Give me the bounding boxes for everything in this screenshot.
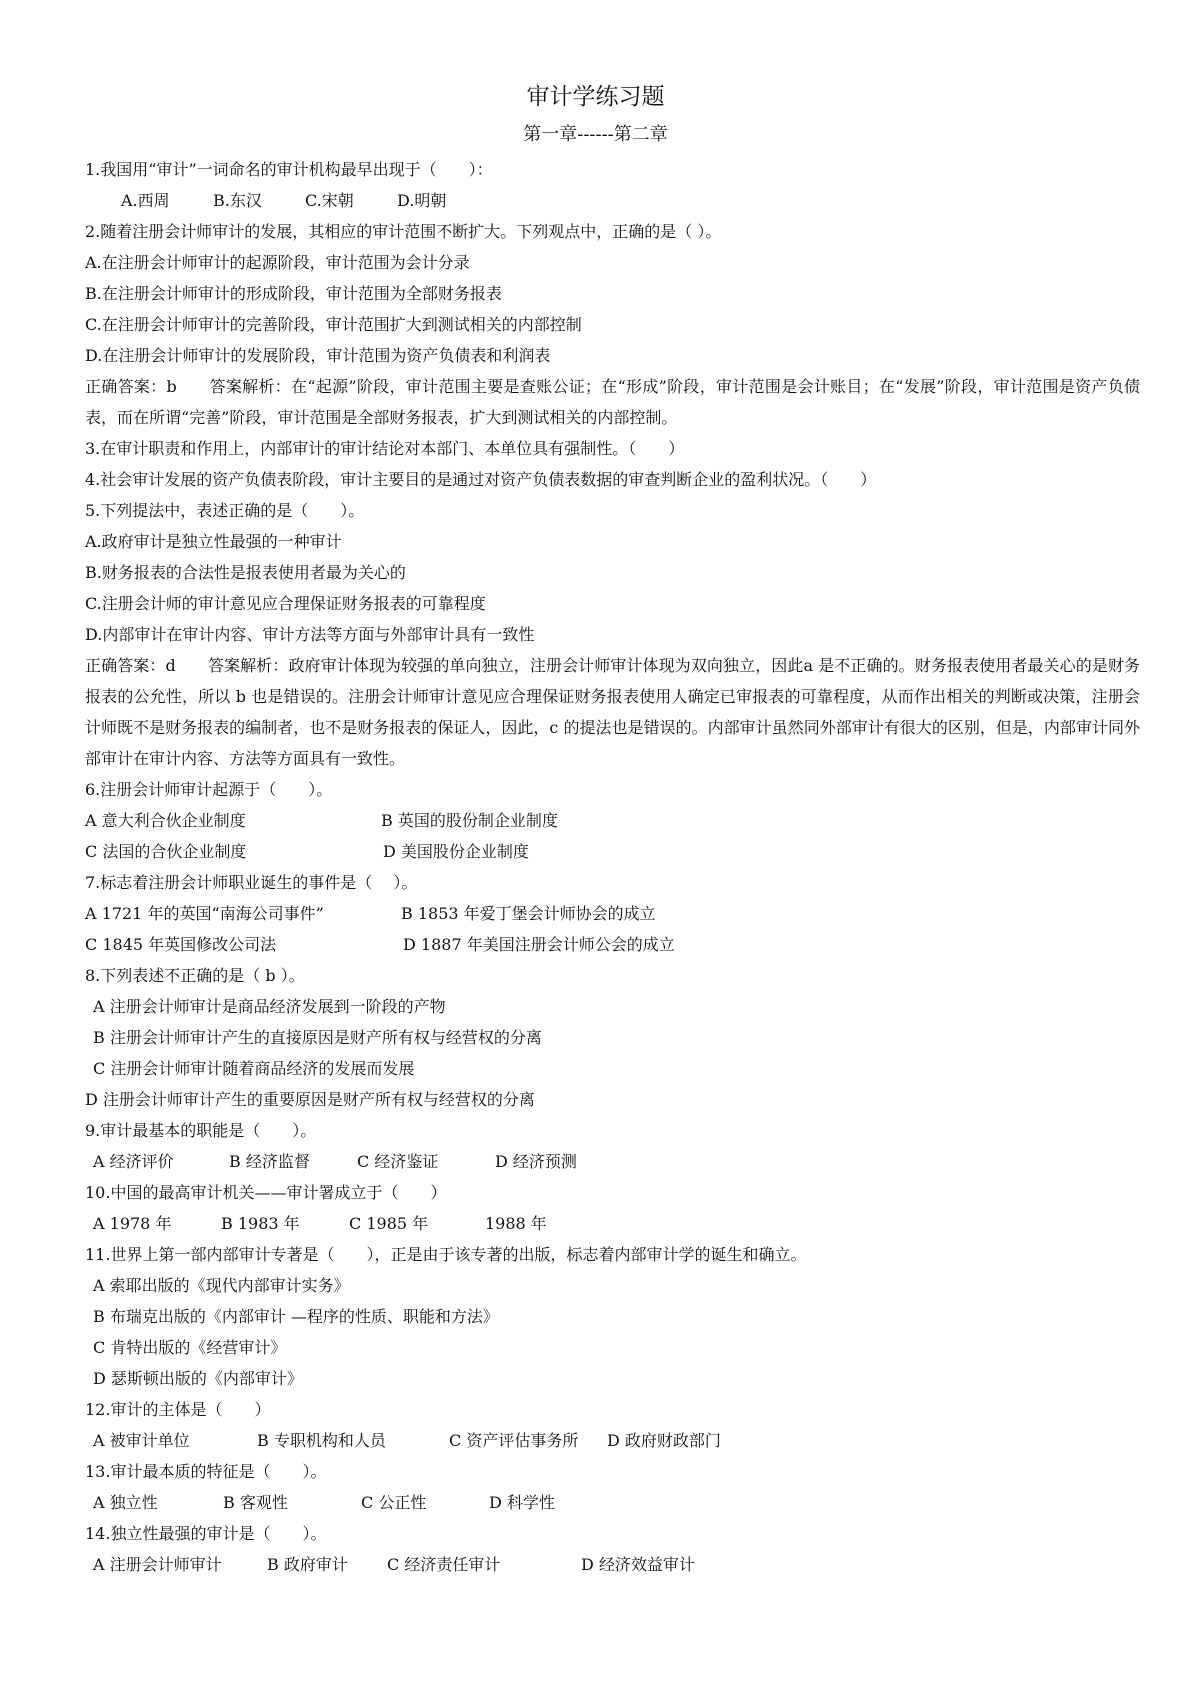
question-stem: 11.世界上第一部内部审计专著是（ ），正是由于该专著的出版，标志着内部审计学的诞生和确立。 <box>85 1245 807 1264</box>
option-d: D.明朝 <box>397 191 447 210</box>
option-row <box>85 898 1140 929</box>
answer-explanation: 正确答案：b 答案解析：在“起源”阶段，审计范围主要是查账公证；在“形成”阶段，审计范围是会计账目；在“发展”阶段，审计范围是资产负债表，而在所谓“完善”阶段，审计范围是全部财务报表，扩大到测试相关的内部控制。 <box>85 377 1140 427</box>
question-stem: 4.社会审计发展的资产负债表阶段，审计主要目的是通过对资产负债表数据的审查判断企业的盈利状况。（ ） <box>85 470 877 489</box>
document-subtitle: 第一章------第二章 <box>523 124 668 145</box>
option-a: A.政府审计是独立性最强的一种审计 <box>85 532 342 551</box>
option-d: D.内部审计在审计内容、审计方法等方面与外部审计具有一致性 <box>85 625 535 644</box>
option-c: C.在注册会计师审计的完善阶段，审计范围扩大到测试相关的内部控制 <box>85 315 582 334</box>
option-c: C 公正性 <box>361 1493 427 1512</box>
option-d: D 科学性 <box>489 1493 555 1512</box>
option-a: A 被审计单位 <box>93 1431 190 1450</box>
option-b: B 政府审计 <box>267 1555 348 1574</box>
option-b: B 布瑞克出版的《内部审计 —程序的性质、职能和方法》 <box>93 1307 499 1326</box>
option-row <box>85 1146 1140 1177</box>
option-c: C.注册会计师的审计意见应合理保证财务报表的可靠程度 <box>85 594 486 613</box>
question-stem: 12.审计的主体是（ ） <box>85 1400 271 1419</box>
option-d: D 政府财政部门 <box>607 1431 721 1450</box>
option-a: A.在注册会计师审计的起源阶段，审计范围为会计分录 <box>85 253 470 272</box>
option-d: D 经济预测 <box>495 1152 577 1171</box>
option-row <box>85 805 1140 836</box>
option-row <box>85 929 1140 960</box>
question-stem: 14.独立性最强的审计是（ ）。 <box>85 1524 327 1543</box>
option-b: B 客观性 <box>223 1493 288 1512</box>
option-a: A 独立性 <box>93 1493 158 1512</box>
option-b: B.东汉 <box>213 191 262 210</box>
option-b: B.财务报表的合法性是报表使用者最为关心的 <box>85 563 406 582</box>
option-c: C.宋朝 <box>305 191 354 210</box>
option-d: D.在注册会计师审计的发展阶段，审计范围为资产负债表和利润表 <box>85 346 551 365</box>
option-d: 1988 年 <box>485 1214 547 1233</box>
option-c: C 经济责任审计 <box>387 1555 501 1574</box>
question-stem: 13.审计最本质的特征是（ ）。 <box>85 1462 327 1481</box>
option-a: A 意大利合伙企业制度 <box>85 811 246 830</box>
option-b: B 英国的股份制企业制度 <box>381 811 558 830</box>
question-stem: 8.下列表述不正确的是（ b ）。 <box>85 966 305 985</box>
option-c: C 法国的合伙企业制度 <box>85 842 247 861</box>
option-b: B 注册会计师审计产生的直接原因是财产所有权与经营权的分离 <box>93 1028 542 1047</box>
option-b: B 1853 年爱丁堡会计师协会的成立 <box>401 904 656 923</box>
question-stem: 2.随着注册会计师审计的发展，其相应的审计范围不断扩大。下列观点中，正确的是（ ）。 <box>85 222 722 241</box>
option-d: D 经济效益审计 <box>581 1555 695 1574</box>
option-d: D 美国股份企业制度 <box>383 842 529 861</box>
option-d: D 注册会计师审计产生的重要原因是财产所有权与经营权的分离 <box>85 1090 535 1109</box>
option-d: D 瑟斯顿出版的《内部审计》 <box>93 1369 303 1388</box>
option-row <box>85 185 1140 216</box>
option-a: A 1978 年 <box>93 1214 172 1233</box>
option-c: C 肯特出版的《经营审计》 <box>93 1338 287 1357</box>
answer-explanation: 正确答案：d 答案解析：政府审计体现为较强的单向独立，注册会计师审计体现为双向独立，因此a 是不正确的。财务报表使用者最关心的是财务报表的公允性，所以 b 也是错误的。注册会计师审计意见应合理保证财务报表使用人确定已审报表的可靠程度，从而作出相关的判断或决策，注册会计师既不是财务报表的编制者，也不是财务报表的保证人，因此，c 的提法也是错误的。内部审计虽然同外部审计有很大的区别，但是，内部审计同外部审计在审计内容、方法等方面具有一致性。 <box>85 656 1140 768</box>
option-c: C 注册会计师审计随着商品经济的发展而发展 <box>93 1059 415 1078</box>
option-b: B.在注册会计师审计的形成阶段，审计范围为全部财务报表 <box>85 284 502 303</box>
question-list <box>85 154 1140 1580</box>
option-a: A 注册会计师审计是商品经济发展到一阶段的产物 <box>93 997 446 1016</box>
option-c: C 资产评估事务所 <box>449 1431 579 1450</box>
option-c: C 1845 年英国修改公司法 <box>85 935 277 954</box>
option-b: B 经济监督 <box>229 1152 310 1171</box>
question-stem: 9.审计最基本的职能是（ ）。 <box>85 1121 317 1140</box>
option-a: A 1721 年的英国“南海公司事件” <box>85 904 324 923</box>
option-a: A.西周 <box>121 191 170 210</box>
question-stem: 5.下列提法中，表述正确的是（ ）。 <box>85 501 365 520</box>
question-stem: 6.注册会计师审计起源于（ ）。 <box>85 780 333 799</box>
option-row <box>85 1549 1140 1580</box>
option-row <box>85 1208 1140 1239</box>
question-stem: 10.中国的最高审计机关——审计署成立于（ ） <box>85 1183 447 1202</box>
question-stem: 1.我国用“审计”一词命名的审计机构最早出现于（ ）： <box>85 160 493 179</box>
option-a: A 索耶出版的《现代内部审计实务》 <box>93 1276 350 1295</box>
option-a: A 经济评价 <box>93 1152 174 1171</box>
document-title: 审计学练习题 <box>526 84 665 110</box>
option-d: D 1887 年美国注册会计师公会的成立 <box>403 935 675 954</box>
option-row <box>85 1425 1140 1456</box>
option-row <box>85 1487 1140 1518</box>
option-b: B 专职机构和人员 <box>257 1431 386 1450</box>
option-c: C 经济鉴证 <box>357 1152 439 1171</box>
option-b: B 1983 年 <box>221 1214 300 1233</box>
question-stem: 7.标志着注册会计师职业诞生的事件是（ ）。 <box>85 873 418 892</box>
question-stem: 3.在审计职责和作用上，内部审计的审计结论对本部门、本单位具有强制性。（ ） <box>85 439 685 458</box>
option-row <box>85 836 1140 867</box>
option-a: A 注册会计师审计 <box>93 1555 222 1574</box>
option-c: C 1985 年 <box>349 1214 429 1233</box>
